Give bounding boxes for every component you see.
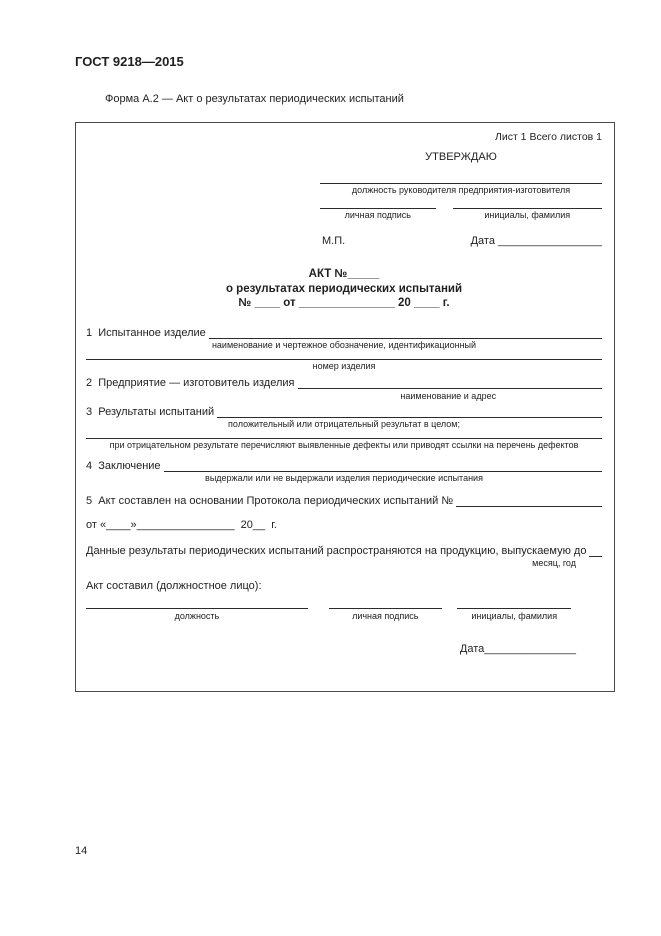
name-blank-line (453, 208, 602, 209)
signature-row (320, 208, 602, 220)
item1-blank-line (209, 335, 602, 339)
item5-label: 5 Акт составлен на основании Протокола периодических испытаний № (86, 495, 454, 508)
item1-caption-2: номер изделия (312, 361, 376, 372)
item4-caption: выдержали или не выдержали изделия периодические испытания (205, 473, 483, 484)
item2-caption-row (86, 389, 602, 401)
composer-name-blank-line (457, 608, 571, 609)
act-title-subject: о результатах периодических испытаний (225, 282, 463, 295)
signature-caption: личная подпись (344, 210, 411, 220)
item1-caption-1: наименование и чертежное обозначение, идентификационный (211, 340, 477, 351)
composer-blank-lines-row (86, 608, 602, 609)
item2-row (86, 377, 602, 389)
item3-blank-line-2 (86, 438, 602, 439)
standard-number: ГОСТ 9218—2015 (75, 54, 184, 69)
item2-label: 2 Предприятие — изготовитель изделия (86, 377, 295, 390)
approval-header: УТВЕРЖДАЮ (425, 151, 497, 163)
item4-row (86, 460, 602, 472)
composer-signature-caption: личная подпись (352, 611, 419, 622)
distribution-blank-line (589, 553, 602, 557)
composer-date-blank: Дата_______________ (459, 643, 576, 656)
item1-row (86, 327, 602, 339)
distribution-label: Данные результаты периодических испытаний распространяются на продукцию, выпускаемую до (86, 545, 587, 558)
item5-row (86, 495, 602, 507)
composer-position-caption: должность (174, 611, 220, 622)
composer-signature-blank-line (329, 608, 443, 609)
stamp-date-row (320, 235, 602, 247)
composer-captions-row (86, 610, 602, 621)
item3-row (86, 406, 602, 418)
item5-blank-line (456, 503, 602, 507)
composer-name-caption: инициалы, фамилия (471, 611, 558, 622)
act-form (75, 122, 615, 692)
act-title-number: АКТ №_____ (308, 268, 380, 280)
item3-label: 3 Результаты испытаний (86, 406, 215, 419)
item3-blank-line (217, 414, 602, 418)
act-title-date: № ____ от _______________ 20 ____ г. (238, 297, 450, 310)
composer-position-blank-line (86, 608, 308, 609)
item4-blank-line (164, 468, 602, 472)
page-number: 14 (75, 845, 88, 857)
item1-blank-line-2 (86, 359, 602, 360)
approval-date-blank: Дата _________________ (470, 235, 602, 247)
signature-blank-line (320, 208, 436, 209)
position-caption: должность руководителя предприятия-изготовителя (351, 185, 571, 195)
name-caption: инициалы, фамилия (484, 210, 571, 220)
item5-date-line: от «____»________________ 20__ г. (86, 519, 277, 532)
act-title (86, 267, 602, 311)
item4-label: 4 Заключение (86, 460, 161, 473)
form-title-caption: Форма А.2 — Акт о результатах периодических испытаний (105, 93, 404, 105)
composer-label: Акт составил (должностное лицо): (86, 580, 262, 593)
position-blank-line (320, 183, 602, 184)
item1-label: 1 Испытанное изделие (86, 327, 206, 340)
approval-block (320, 151, 602, 247)
signature-field (320, 208, 436, 220)
sheet-counter: Лист 1 Всего листов 1 (494, 131, 602, 143)
stamp-place-label: М.П. (322, 235, 346, 247)
item2-caption: наименование и адрес (400, 391, 497, 402)
item2-blank-line (298, 385, 602, 389)
item3-caption-1: положительный или отрицательный результат в целом; (228, 419, 460, 430)
item3-caption-2: при отрицательном результате перечисляют выявленные дефекты или приводят ссылки на перечень дефектов (109, 440, 579, 451)
distribution-row (86, 545, 602, 557)
name-field (453, 208, 602, 220)
distribution-caption: месяц, год (532, 558, 576, 569)
